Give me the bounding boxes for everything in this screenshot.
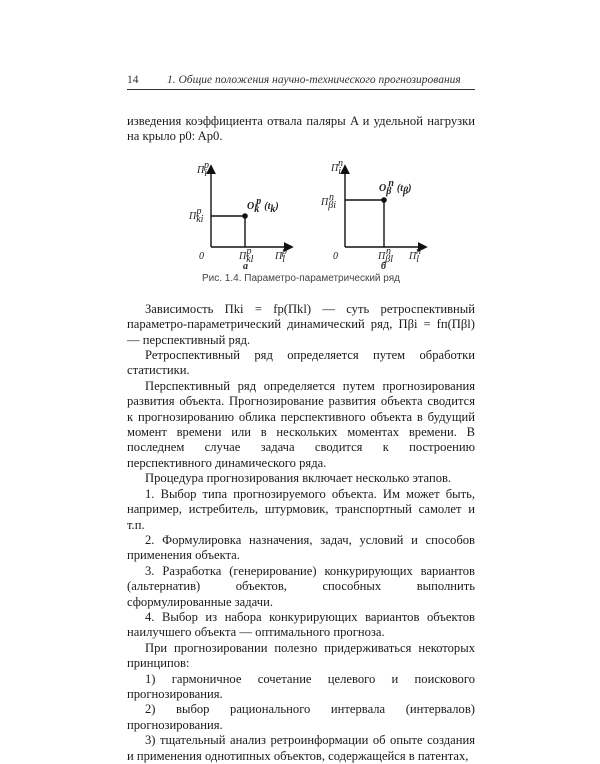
list-item-stage-3: 3. Разработка (генерирование) конкурирующих вариантов (альтернатив) объектов, способных выполнить сформулированные задачи. (127, 563, 475, 609)
intro-paragraph: изведения коэффициента отвала паляры A и удельной нагрузки на крыло p0: Ap0. (127, 114, 475, 144)
y-axis-label: Пiр (197, 159, 210, 179)
paragraph-procedure: Процедура прогнозирования включает несколько этапов. (145, 471, 452, 486)
x-axis-label: Пlр (275, 245, 288, 265)
list-item-stage-2: 2. Формулировка назначения, задач, условий и способов применения объекта. (127, 532, 475, 563)
point-x-label: Пβlп (378, 245, 393, 265)
panel-letter-a: а (243, 260, 248, 269)
paragraph-dependency: Зависимость Пki = fр(Пkl) — суть ретроспективный параметро-параметрический динамический ряд, Пβi = fп(Пβl) — перспективный ряд. (127, 301, 475, 347)
y-axis-label: Пiп (331, 158, 344, 177)
point-y-label: Пkiр (189, 205, 204, 225)
diagram-panel-a (181, 159, 301, 269)
paragraph-prospective: Перспективный ряд определяется путем прогнозирования развития объекта. Прогнозирование развития объекта сводится к прогнозированию облика перспективного объекта в будущий момент времени или в нескольких моментах времени. В последнем случае задача сводится к построению перспективного динамического ряда. (127, 378, 475, 470)
book-page (127, 74, 475, 764)
list-item-principle-2: 2) выбор рационального интервала (интервалов) прогнозирования. (127, 702, 475, 732)
list-item-stage-4: 4. Выбор из набора конкурирующих вариантов объектов наилучшего объекта — оптимального прогноза. (127, 609, 475, 640)
point-marker (381, 197, 387, 203)
origin-label: 0 (199, 250, 204, 262)
diagram-panel-b (315, 159, 435, 269)
paragraph-retrospective: Ретроспективный ряд определяется путем обработки статистики. (127, 348, 475, 378)
figure-caption: Рис. 1.4. Параметро-параметрический ряд (201, 272, 400, 284)
point-y-label: Пβiп (321, 191, 336, 211)
list-item-principle-1: 1) гармоничное сочетание целевого и поискового прогнозирования. (127, 671, 475, 701)
origin-label: 0 (333, 250, 338, 262)
running-header (127, 74, 475, 90)
panel-letter-b: б (381, 260, 386, 269)
page-number: 14 (127, 74, 139, 86)
point-label: Oβп (tβ) (379, 177, 412, 197)
list-item-stage-1: 1. Выбор типа прогнозируемого объекта. Им может быть, например, истребитель, штурмовик, транспортный самолет и т.п. (127, 486, 475, 532)
figure-1-4 (127, 159, 475, 269)
body-text (127, 302, 475, 764)
chapter-title: 1. Общие положения научно-технического прогнозирования (167, 74, 461, 86)
list-item-principle-3: 3) тщательный анализ ретроинформации об опыте создания и применения однотипных объектов, содержащейся в патентах, (127, 733, 475, 763)
point-label: Okр (tk) (247, 195, 279, 215)
point-marker (242, 213, 248, 219)
x-axis-label: Пlп (409, 245, 422, 265)
point-x-label: Пklр (239, 245, 254, 265)
paragraph-principles: При прогнозировании полезно придерживаться некоторых принципов: (127, 640, 475, 671)
